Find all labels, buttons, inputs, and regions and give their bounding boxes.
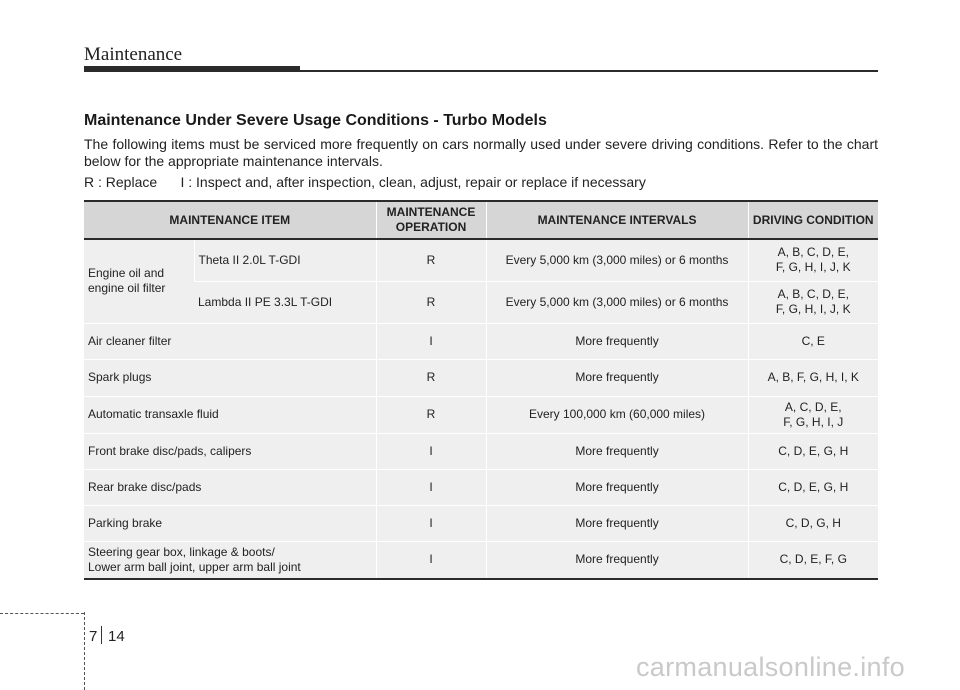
engine-variant: Lambda II PE 3.3L T-GDI [194,281,376,323]
condition-line: A, C, D, E, [784,399,842,414]
interval-cell: More frequently [486,505,748,541]
header-maintenance-intervals: MAINTENANCE INTERVALS [486,201,748,239]
condition-cell: C, E [748,323,878,359]
interval-cell: Every 100,000 km (60,000 miles) [486,396,748,433]
maintenance-table [84,200,878,580]
table-row [84,323,878,359]
condition-line: A, B, C, D, E, [777,287,849,301]
operation-cell: R [376,239,486,281]
item-cell: Front brake disc/pads, calipers [84,433,376,469]
item-cell: Air cleaner filter [84,323,376,359]
watermark: carmanualsonline.info [636,652,905,682]
operation-cell: R [376,281,486,323]
condition-cell [748,396,878,433]
condition-cell: C, D, E, G, H [748,469,878,505]
operation-cell: I [376,469,486,505]
interval-cell: More frequently [486,433,748,469]
operation-cell: I [376,505,486,541]
condition-line: F, G, H, I, J, K [775,302,851,316]
item-cell: Automatic transaxle fluid [84,396,376,433]
operation-cell: I [376,541,486,579]
header-rule-thick [84,66,300,72]
table-row [84,469,878,505]
interval-cell: Every 5,000 km (3,000 miles) or 6 months [486,281,748,323]
condition-line: F, G, H, I, J, K [775,260,851,275]
condition-cell [748,281,878,323]
header-maintenance-operation: MAINTENANCE OPERATION [376,201,486,239]
condition-cell: C, D, E, F, G [748,541,878,579]
engine-variant: Theta II 2.0L T-GDI [194,239,376,281]
condition-cell: A, B, F, G, H, I, K [748,359,878,396]
header-maintenance-item: MAINTENANCE ITEM [84,201,376,239]
chapter-number: 7 [89,628,98,645]
item-line: Steering gear box, linkage & boots/ [88,544,275,559]
table-row [84,239,878,281]
condition-cell: C, D, E, G, H [748,433,878,469]
engine-oil-label: Engine oil and engine oil filter [84,239,194,323]
operation-cell: R [376,359,486,396]
condition-line: A, B, C, D, E, [777,245,849,260]
interval-cell: Every 5,000 km (3,000 miles) or 6 months [486,239,748,281]
page-guide-horizontal [0,613,84,614]
page-number-divider [101,626,102,644]
operation-cell: I [376,433,486,469]
interval-cell: More frequently [486,541,748,579]
intro-paragraph: The following items must be serviced more frequently on cars normally used under severe driving conditions. Refer to the chart below for the appropriate maintenance intervals. [84,136,878,169]
page-number: 14 [108,628,125,645]
table-row [84,281,878,323]
header-driving-condition: DRIVING CONDITION [748,201,878,239]
table-header-row [84,201,878,239]
table-row [84,359,878,396]
legend-text: R : Replace I : Inspect and, after inspection, clean, adjust, repair or replace if necessary [84,174,646,190]
item-cell: Rear brake disc/pads [84,469,376,505]
interval-cell: More frequently [486,469,748,505]
item-cell: Parking brake [84,505,376,541]
section-title: Maintenance [84,44,183,65]
table-row [84,396,878,433]
operation-cell: I [376,323,486,359]
item-cell: Spark plugs [84,359,376,396]
page-guide-vertical [84,612,85,690]
condition-cell: C, D, G, H [748,505,878,541]
item-cell [84,541,376,579]
table-row [84,433,878,469]
table-row [84,541,878,579]
condition-line: F, G, H, I, J [783,414,844,429]
table-row [84,505,878,541]
interval-cell: More frequently [486,323,748,359]
page-heading: Maintenance Under Severe Usage Conditions - Turbo Models [84,112,547,129]
operation-cell: R [376,396,486,433]
item-line: Lower arm ball joint, upper arm ball joint [88,559,301,574]
condition-cell [748,239,878,281]
interval-cell: More frequently [486,359,748,396]
header-rule-thin [300,70,878,72]
